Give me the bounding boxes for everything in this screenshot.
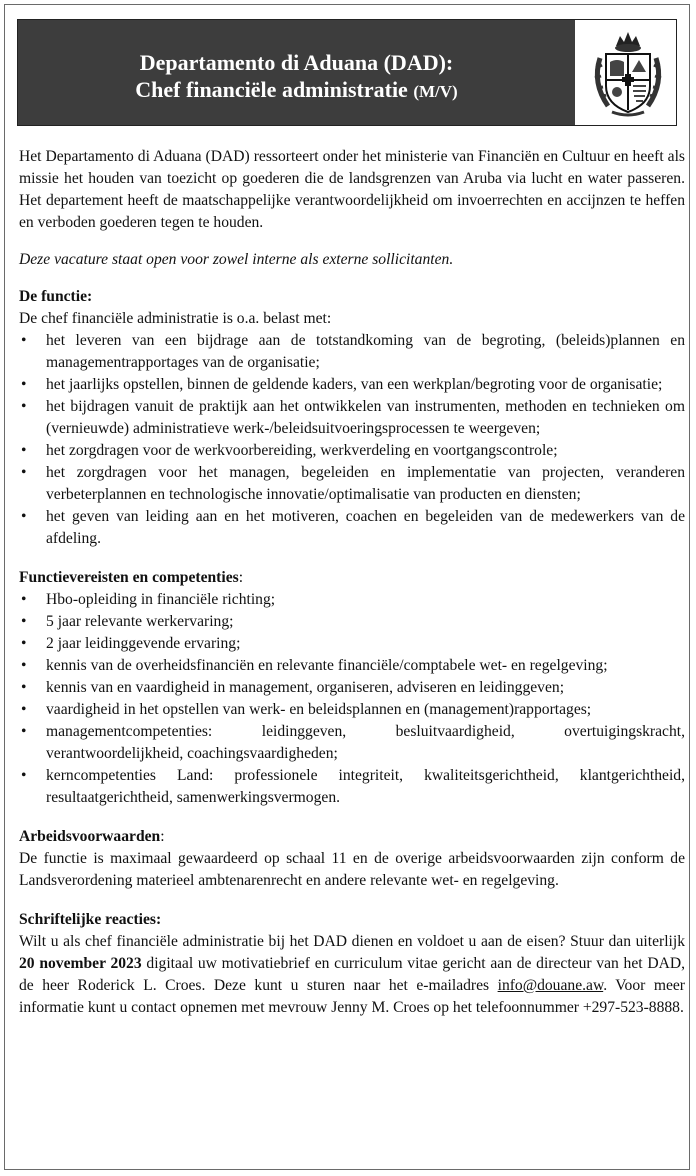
- vacancy-note: Deze vacature staat open voor zowel interne als externe sollicitanten.: [19, 251, 454, 268]
- header-banner: [17, 19, 677, 126]
- list-item: • het zorgdragen voor het managen, begeleiden en implementatie van projecten, veranderen verbeterplannen en technologische innovatie/optimalisatie van producten en diensten;: [21, 464, 685, 503]
- section-heading-functie: De functie:: [19, 288, 93, 305]
- vereisten-list: [19, 589, 685, 809]
- title-line-1: Departamento di Aduana (DAD):: [139, 50, 454, 75]
- reacties-text: Wilt u als chef financiële administratie bij het DAD dienen en voldoet u aan de eisen? Stuur dan uiterlijk 20 november 2023 digitaal uw motivatiebrief en curriculum vitae gericht aan de directeur van het DAD, de heer Roderick L. Croes. Deze kunt u sturen naar het e-mailadres info@douane.aw. Voor meer informatie kunt u contact opnemen met mevrouw Jenny M. Croes op het telefoonnummer +297-523-8888.: [19, 933, 685, 1016]
- aruba-coat-of-arms-icon: [586, 28, 670, 118]
- list-item: • managementcompetenties: leidinggeven, besluitvaardigheid, overtuigingskracht, verantwoordelijkheid, coachingsvaardigheden;: [21, 723, 685, 762]
- bullet-icon: •: [21, 508, 27, 525]
- functie-list: [19, 330, 685, 550]
- bullet-icon: •: [21, 679, 27, 696]
- section-heading-reacties: Schriftelijke reacties:: [19, 911, 162, 928]
- list-item: • Hbo-opleiding in financiële richting;: [19, 589, 685, 611]
- list-item: • het zorgdragen voor de werkvoorbereiding, werkverdeling en voortgangscontrole;: [19, 440, 685, 462]
- list-item: • 2 jaar leidinggevende ervaring;: [19, 633, 685, 655]
- list-item: • het leveren van een bijdrage aan de totstandkoming van de begroting, (beleids)plannen en managementrapportages van de organisatie;: [21, 332, 685, 371]
- bullet-icon: •: [21, 398, 27, 415]
- job-title: Chef financiële administratie: [135, 77, 408, 102]
- list-item: • kerncompetenties Land: professionele integriteit, kwaliteitsgerichtheid, klantgerichtheid, resultaatgerichtheid, samenwerkingsvermogen.: [21, 767, 685, 806]
- section-heading-vereisten: Functievereisten en competenties:: [19, 569, 244, 586]
- list-item: • het jaarlijks opstellen, binnen de geldende kaders, van een werkplan/begroting voor de organisatie;: [19, 374, 685, 396]
- bullet-icon: •: [21, 442, 27, 459]
- ad-body: [19, 146, 685, 1019]
- intro-paragraph: Het Departamento di Aduana (DAD) ressorteert onder het ministerie van Financiën en Cultuur en heeft als missie het houden van toezicht op goederen die de landsgrenzen van Aruba via lucht en water passeren. Het departement heeft de maatschappelijke verantwoordelijkheid om invoerrechten en accijnzen te heffen en verboden goederen tegen te houden.: [19, 148, 685, 231]
- section-heading-voorwaarden: Arbeidsvoorwaarden:: [19, 828, 165, 845]
- bullet-icon: •: [21, 376, 27, 393]
- title-line-2: [18, 77, 575, 105]
- bullet-icon: •: [21, 657, 27, 674]
- bullet-icon: •: [21, 464, 27, 481]
- list-item: • kennis van en vaardigheid in management, organiseren, adviseren en leidinggeven;: [19, 677, 685, 699]
- list-item: • vaardigheid in het opstellen van werk- en beleidsplannen en (management)rapportages;: [19, 699, 685, 721]
- bullet-icon: •: [21, 635, 27, 652]
- bullet-icon: •: [21, 332, 27, 349]
- voorwaarden-text: De functie is maximaal gewaardeerd op schaal 11 en de overige arbeidsvoorwaarden zijn conform de Landsverordening materieel ambtenarenrecht en andere relevante wet- en regelgeving.: [19, 850, 685, 889]
- list-item: • kennis van de overheidsfinanciën en relevante financiële/comptabele wet- en regelgeving;: [19, 655, 685, 677]
- bullet-icon: •: [21, 701, 27, 718]
- bullet-icon: •: [21, 613, 27, 630]
- list-item: • 5 jaar relevante werkervaring;: [19, 611, 685, 633]
- bullet-icon: •: [21, 723, 27, 740]
- advertisement-frame: [4, 4, 690, 1170]
- list-item: • het geven van leiding aan en het motiveren, coachen en begeleiden van de medewerkers van de afdeling.: [21, 508, 685, 547]
- functie-lead: De chef financiële administratie is o.a. belast met:: [19, 310, 332, 327]
- gender-suffix: (M/V): [413, 82, 458, 101]
- email-link[interactable]: info@douane.aw: [497, 977, 604, 994]
- header-title-block: [18, 20, 575, 125]
- list-item: • het bijdragen vanuit de praktijk aan het ontwikkelen van instrumenten, methoden en technieken om (vernieuwde) administratieve werk-/beleidsuitvoeringsprocessen te weergeven;: [21, 398, 685, 437]
- bullet-icon: •: [21, 767, 27, 784]
- bullet-icon: •: [21, 591, 27, 608]
- deadline-date: 20 november 2023: [19, 955, 142, 972]
